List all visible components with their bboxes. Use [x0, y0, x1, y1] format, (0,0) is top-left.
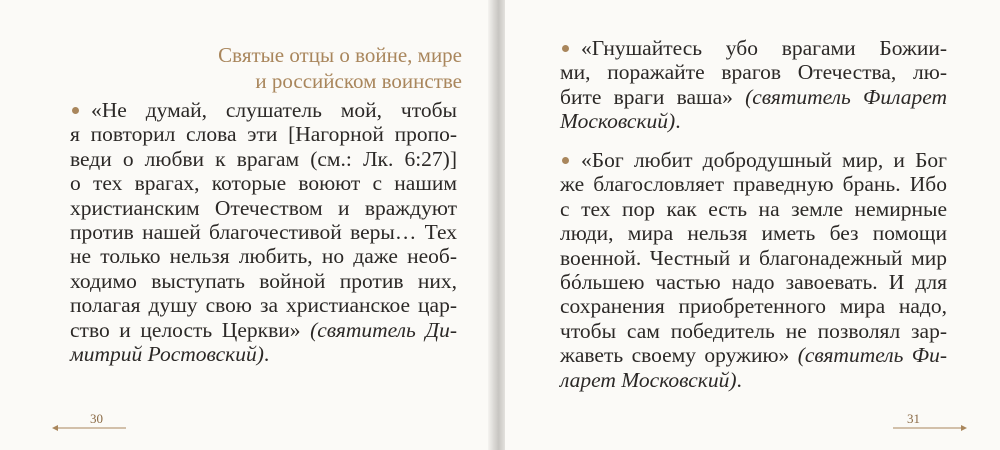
- quote-author: (святитель Ди-: [310, 317, 457, 342]
- quote-author: (святитель Филарет: [745, 84, 947, 109]
- quote-line: «Не думай, слушатель мой, чтобы: [91, 98, 457, 122]
- quote-author: ларет Московский): [560, 367, 737, 392]
- bullet-icon: [562, 157, 569, 164]
- quote-author: (святитель Фи-: [797, 343, 948, 368]
- quote-line: люди, мира нельзя иметь без помощи: [560, 221, 947, 246]
- quote-author: митрий Ростовский): [70, 341, 264, 366]
- quote-line-with-author: жаветь своему оружию» (святитель Фи-: [560, 343, 948, 368]
- quote-line: я повторил слова эти [Нагорной пропо-: [70, 122, 457, 147]
- left-page: [0, 0, 492, 450]
- page-number: 31: [907, 411, 920, 426]
- right-page: [505, 0, 1000, 450]
- quote-author-line: Московский).: [560, 109, 681, 134]
- quote-author: Московский): [560, 109, 676, 134]
- quote-author-line: ларет Московский).: [560, 367, 742, 392]
- quote-line: же благословляет праведную брань. Ибо: [560, 172, 947, 197]
- quote-line-with-author: ство и целость Церкви» (святитель Ди-: [70, 317, 457, 342]
- quote-line: военной. Честный и благонадежный мир: [560, 245, 947, 270]
- quote-line: не только нельзя любить, но даже необ-: [70, 244, 457, 269]
- quote-dimitry-rostovsky: [70, 98, 457, 366]
- folio-ornament-icon: [893, 424, 967, 432]
- quote-line: ходимо выступать войной против них,: [70, 268, 457, 293]
- quote-filaret-1: [560, 36, 947, 134]
- quote-line: чтобы сам победитель не позволял зар-: [560, 318, 947, 343]
- quote-line: христианским Отечеством и враждуют: [70, 195, 457, 220]
- folio-ornament-icon: [52, 424, 126, 432]
- bullet-icon: [562, 45, 569, 52]
- quote-line: полагая душу свою за христианское цар-: [70, 293, 457, 318]
- quote-line: бóльшею частью надо завоевать. И для: [560, 269, 947, 294]
- section-heading: [172, 42, 462, 94]
- page-number-left: [52, 410, 126, 432]
- quote-line-with-author: бите враги ваша» (святитель Филарет: [560, 84, 947, 109]
- quote-line: веди о любви к врагам (см.: Лк. 6:27)]: [70, 146, 457, 171]
- quote-line: «Бог любит добродушный мир, и Бог: [581, 148, 947, 172]
- page-number: 30: [90, 411, 103, 426]
- quote-line: о тех врагах, которые воюют с нашим: [70, 171, 457, 196]
- quote-filaret-2: [560, 148, 947, 392]
- quote-line: ми, поражайте врагов Отечества, лю-: [560, 60, 947, 85]
- quote-line: против нашей благочестивой веры… Тех: [70, 219, 457, 244]
- quote-line: сохранения приобретенного мира надо,: [560, 294, 947, 319]
- quote-line: «Гнушайтесь убо врагами Божии-: [581, 36, 947, 60]
- bullet-icon: [72, 107, 79, 114]
- heading-line-1: Святые отцы о войне, мире: [218, 43, 462, 67]
- heading-line-2: и российском воинстве: [255, 69, 462, 93]
- quote-author-line: митрий Ростовский).: [70, 341, 270, 366]
- quote-line: с тех пор как есть на земле немирные: [560, 196, 947, 221]
- page-number-right: [893, 410, 967, 432]
